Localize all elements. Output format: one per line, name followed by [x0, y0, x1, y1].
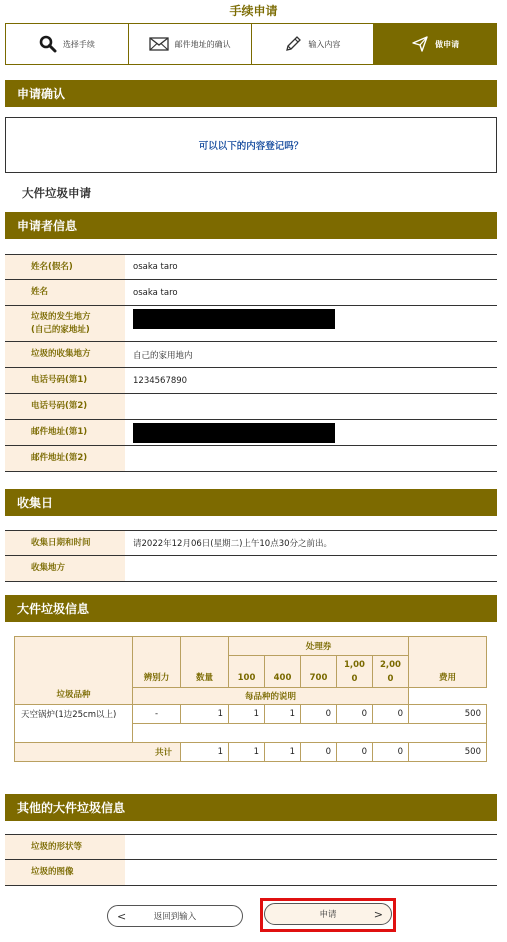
table-row: [5, 860, 497, 886]
back-button-label: 返回到输入: [153, 912, 197, 922]
field-value: 自己的家用地内: [133, 350, 193, 361]
field-value: [125, 420, 497, 445]
total-qty: 1: [181, 743, 229, 762]
submit-button-label: 申请: [319, 910, 337, 920]
total-fee: 500: [409, 743, 487, 762]
field-label: 邮件地址(第1): [5, 420, 125, 445]
field-value: 请2022年12月06日(星期二)上午10点30分之前出。: [133, 539, 333, 549]
field-label: [5, 306, 125, 341]
item-qty: 1: [181, 705, 229, 724]
total-ticket: 1: [265, 743, 301, 762]
table-row: [5, 280, 497, 306]
item-ticket: 0: [301, 705, 337, 724]
total-ticket: 0: [337, 743, 373, 762]
ticket-col: 2,00 0: [373, 656, 409, 688]
field-label: 邮件地址(第2): [5, 446, 125, 471]
pencil-icon: [284, 35, 302, 53]
collection-header: 收集日: [5, 489, 497, 516]
field-label-line2: (自己的家地址): [31, 324, 90, 335]
col-fee: 费用: [409, 637, 487, 688]
field-value: 1234567890: [133, 375, 188, 386]
table-row: [5, 556, 497, 582]
ticket-col: 700: [301, 656, 337, 688]
field-value: [125, 860, 497, 885]
field-value: [125, 306, 497, 341]
field-label: 电话号码(第2): [5, 394, 125, 419]
item-ticket: 0: [373, 705, 409, 724]
step-apply[interactable]: [374, 24, 496, 64]
step-confirm-email[interactable]: [129, 24, 252, 64]
field-label: 垃圾的收集地方: [5, 342, 125, 367]
step-label: 做申请: [435, 39, 460, 49]
submit-button[interactable]: [264, 903, 392, 925]
field-value: [125, 835, 497, 859]
total-ticket: 1: [229, 743, 265, 762]
table-row: [5, 342, 497, 368]
item-ability: -: [133, 705, 181, 724]
redacted-block: [133, 309, 335, 329]
field-label: 收集日期和时间: [5, 531, 125, 555]
search-icon: [39, 35, 57, 53]
ticket-col: 100: [229, 656, 265, 688]
send-icon: [411, 35, 429, 53]
total-row: [15, 743, 487, 762]
step-label: 邮件地址的确认: [174, 39, 231, 49]
field-label: 姓名(假名): [5, 255, 125, 279]
other-table: [5, 834, 497, 886]
confirm-message-box: [5, 117, 497, 173]
field-value: osaka taro: [133, 287, 178, 298]
col-ticket: 处理券: [229, 637, 409, 656]
total-ticket: 0: [373, 743, 409, 762]
confirm-message: 可以以下的内容登记吗？: [198, 141, 304, 152]
field-label: 垃圾的形状等: [5, 835, 125, 859]
field-value: [125, 394, 497, 419]
table-row: [5, 254, 497, 280]
item-ticket: 1: [265, 705, 301, 724]
confirm-header: 申请确认: [5, 80, 497, 107]
item-ticket: 0: [337, 705, 373, 724]
step-select-procedure[interactable]: [6, 24, 129, 64]
field-value: [125, 446, 497, 471]
garbage-table: [14, 636, 487, 762]
field-label-line1: 垃圾的发生地方: [31, 311, 91, 322]
ticket-col: 400: [265, 656, 301, 688]
item-ticket: 1: [229, 705, 265, 724]
step-progress: [5, 23, 497, 65]
table-row: [5, 394, 497, 420]
table-row: [15, 705, 487, 724]
ticket-col: 1,00 0: [337, 656, 373, 688]
item-description: [133, 724, 487, 743]
table-row: [5, 420, 497, 446]
collection-table: [5, 530, 497, 582]
back-to-input-button[interactable]: [107, 905, 243, 927]
col-desc: 每品种的说明: [133, 688, 409, 705]
field-label: 电话号码(第1): [5, 368, 125, 393]
procedure-title: 大件垃圾申请: [22, 186, 91, 200]
col-ability: 辨别力: [133, 637, 181, 688]
table-row: [5, 306, 497, 342]
total-label: 共计: [15, 743, 181, 762]
field-label: 垃圾的图像: [5, 860, 125, 885]
mail-icon: [149, 37, 169, 51]
redacted-block: [133, 423, 335, 443]
field-value: [125, 556, 497, 581]
col-item: 垃圾品种: [15, 637, 133, 705]
table-row: [5, 446, 497, 472]
step-input-content[interactable]: [252, 24, 375, 64]
col-qty: 数量: [181, 637, 229, 688]
field-label: 收集地方: [5, 556, 125, 581]
step-label: 选择手续: [62, 39, 95, 49]
page-title: 手续申请: [229, 4, 278, 18]
step-label: 输入内容: [308, 39, 341, 49]
chevron-right-icon: >: [373, 907, 383, 921]
other-header: 其他的大件垃圾信息: [5, 794, 497, 821]
item-fee: 500: [409, 705, 487, 724]
chevron-left-icon: <: [117, 909, 127, 923]
field-value: osaka taro: [133, 262, 178, 272]
garbage-header: 大件垃圾信息: [5, 595, 497, 622]
applicant-table: [5, 254, 497, 472]
table-row: [5, 834, 497, 860]
applicant-header: 申请者信息: [5, 212, 497, 239]
table-row: [5, 368, 497, 394]
table-row: [5, 530, 497, 556]
item-name: 天空锅炉(1边25cm以上): [15, 705, 133, 743]
field-label: 姓名: [5, 280, 125, 305]
total-ticket: 0: [301, 743, 337, 762]
